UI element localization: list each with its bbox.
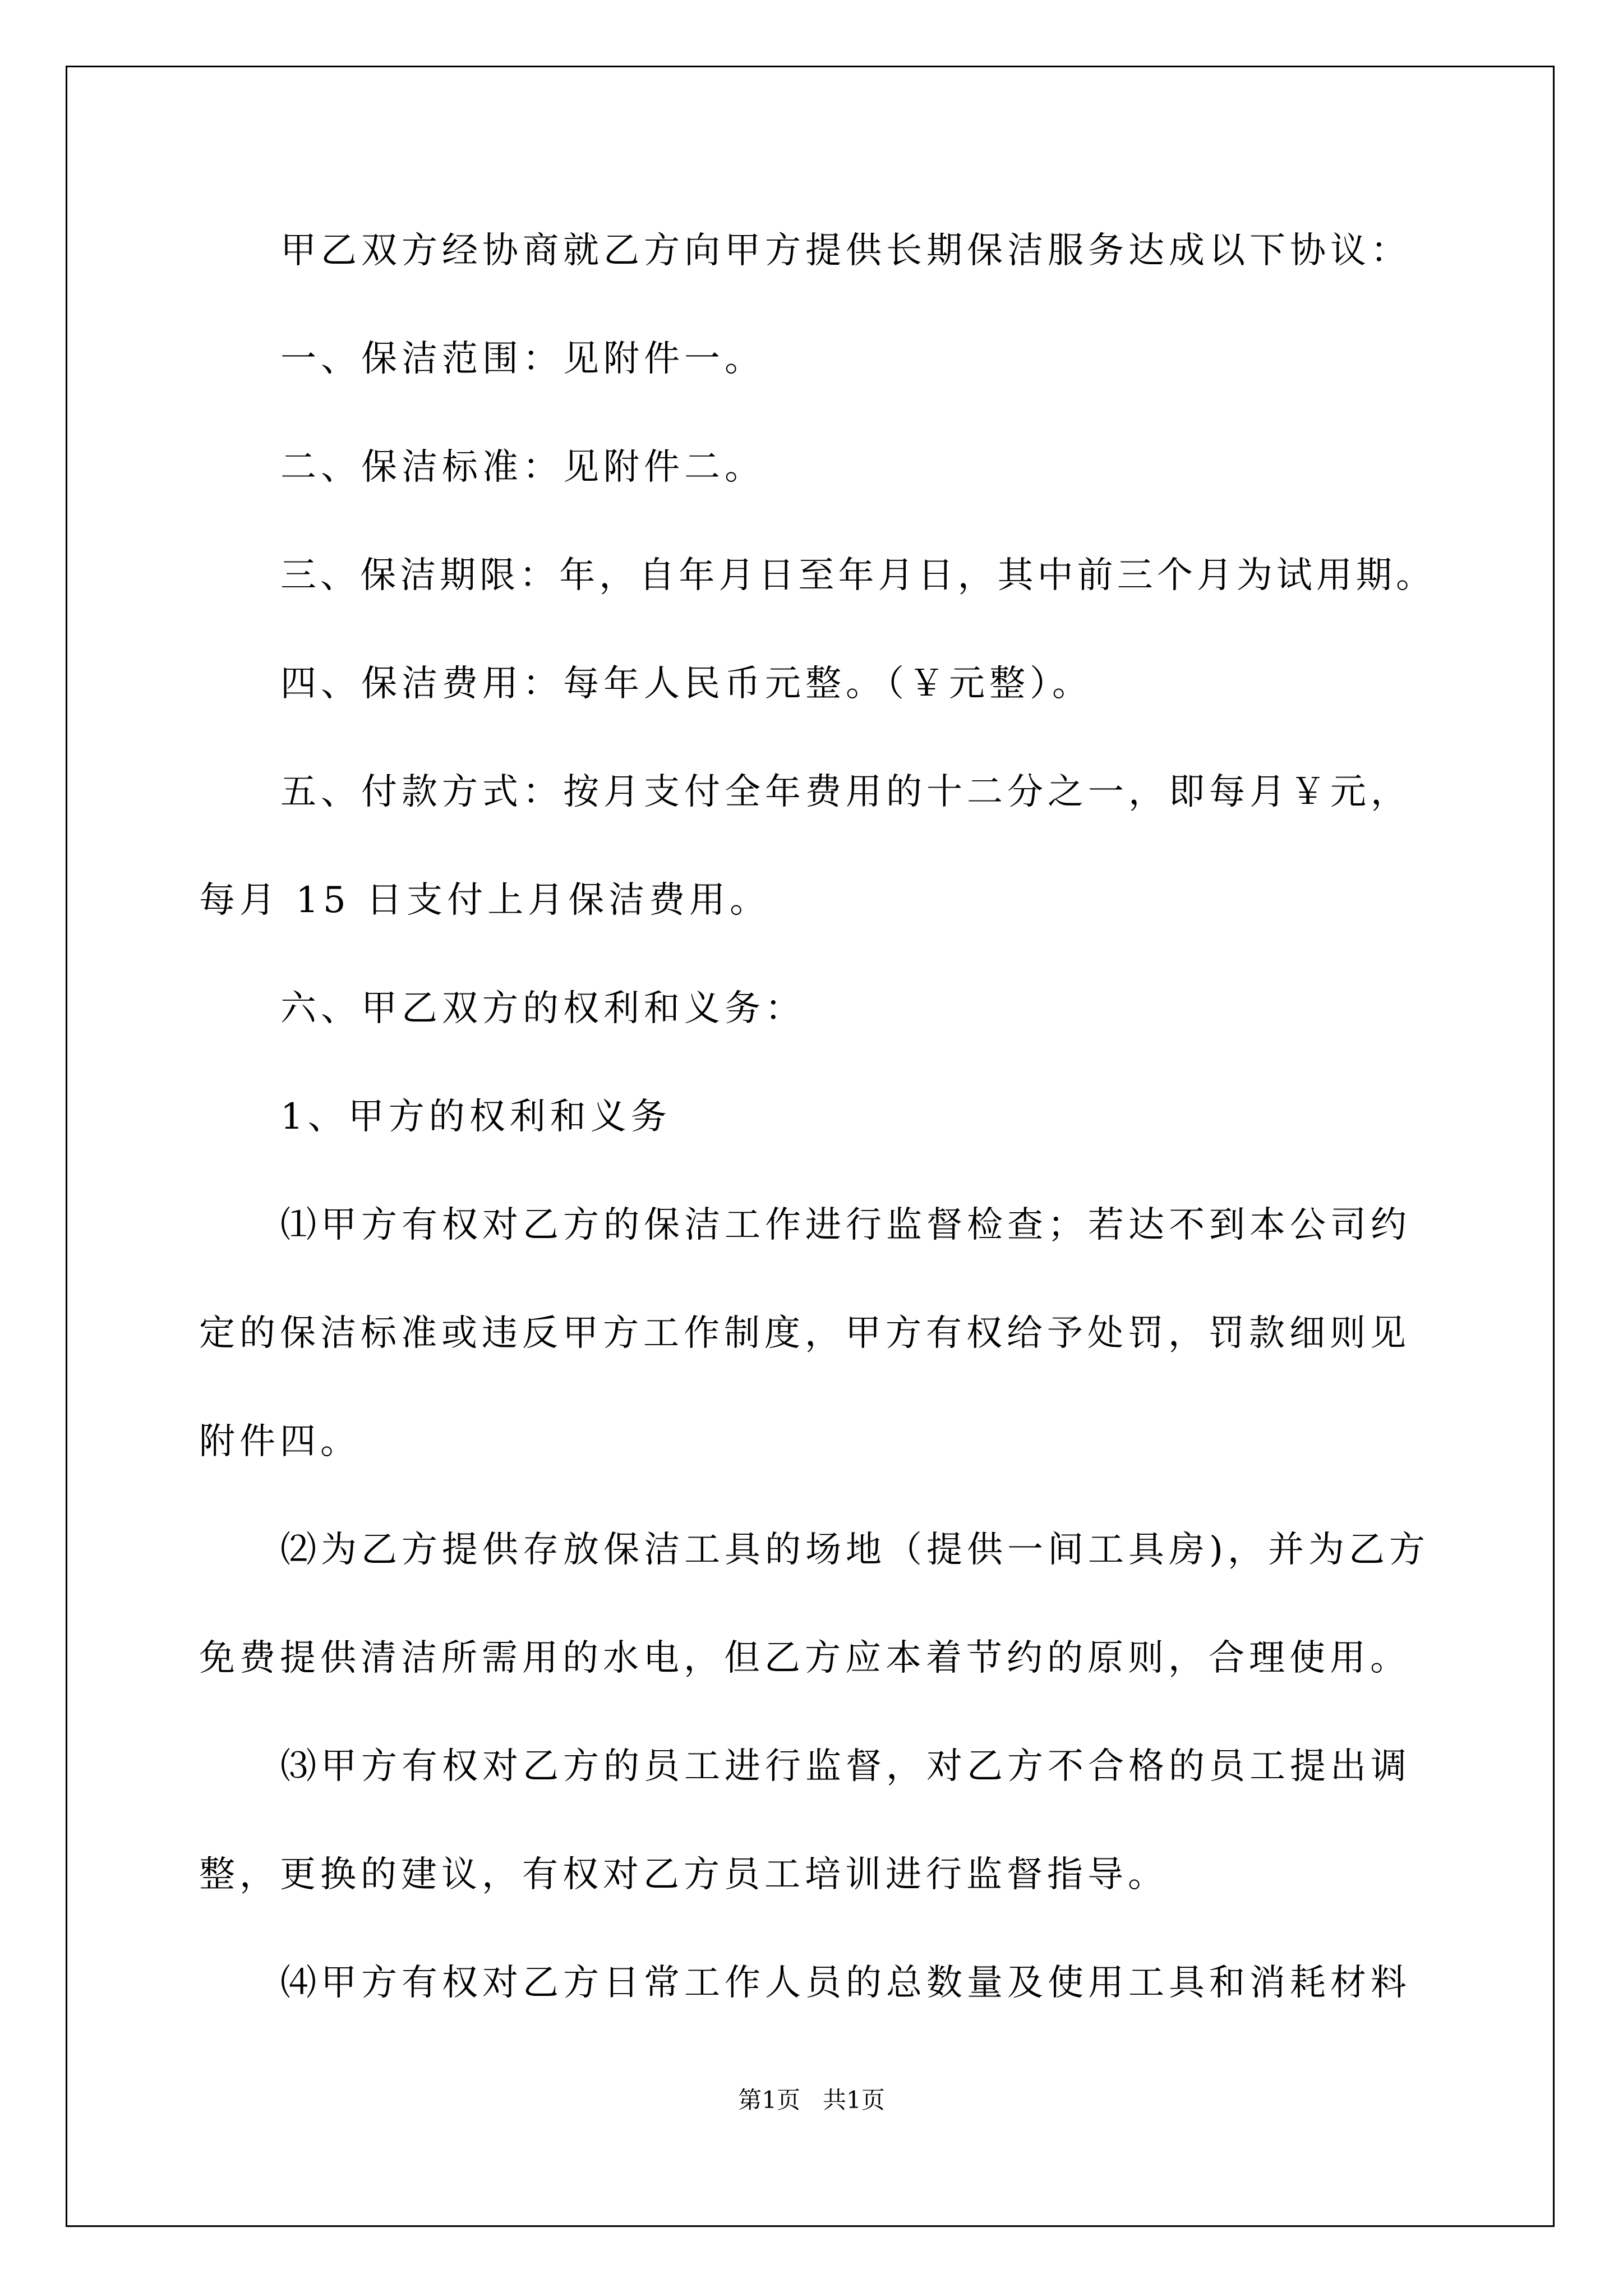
paragraph-line: 六、甲乙双方的权利和义务： xyxy=(280,988,805,1029)
paragraph-line: 三、保洁期限：年，自年月日至年月日，其中前三个月为试用期。 xyxy=(280,555,1436,596)
paragraph-line: 每月 15 日支付上月保洁费用。 xyxy=(199,880,771,921)
page-border xyxy=(66,66,1555,2227)
paragraph-line: 1、甲方的权利和义务 xyxy=(280,1096,671,1138)
page-footer: 第1页 共1页 xyxy=(738,2086,885,2114)
paragraph-line: ⑶甲方有权对乙方的员工进行监督，对乙方不合格的员工提出调 xyxy=(280,1746,1411,1787)
paragraph-line: 免费提供清洁所需用的水电，但乙方应本着节约的原则，合理使用。 xyxy=(199,1637,1410,1679)
paragraph-line: ⑷甲方有权对乙方日常工作人员的总数量及使用工具和消耗材料 xyxy=(280,1962,1411,2004)
paragraph-line: ⑵为乙方提供存放保洁工具的场地（提供一间工具房)，并为乙方 xyxy=(280,1529,1430,1571)
paragraph-line: 四、保洁费用：每年人民币元整。（￥元整）。 xyxy=(280,663,1092,705)
paragraph-line: 甲乙双方经协商就乙方向甲方提供长期保洁服务达成以下协议： xyxy=(280,230,1411,272)
paragraph-line: 五、付款方式：按月支付全年费用的十二分之一，即每月￥元， xyxy=(280,771,1411,813)
paragraph-line: 整，更换的建议，有权对乙方员工培训进行监督指导。 xyxy=(199,1854,1168,1895)
paragraph-line: ⑴甲方有权对乙方的保洁工作进行监督检查；若达不到本公司约 xyxy=(280,1204,1411,1246)
paragraph-line: 定的保洁标准或违反甲方工作制度，甲方有权给予处罚，罚款细则见 xyxy=(199,1313,1410,1354)
paragraph-line: 附件四。 xyxy=(199,1421,361,1462)
paragraph-line: 一、保洁范围：见附件一。 xyxy=(280,338,765,380)
paragraph-line: 二、保洁标准：见附件二。 xyxy=(280,447,765,488)
